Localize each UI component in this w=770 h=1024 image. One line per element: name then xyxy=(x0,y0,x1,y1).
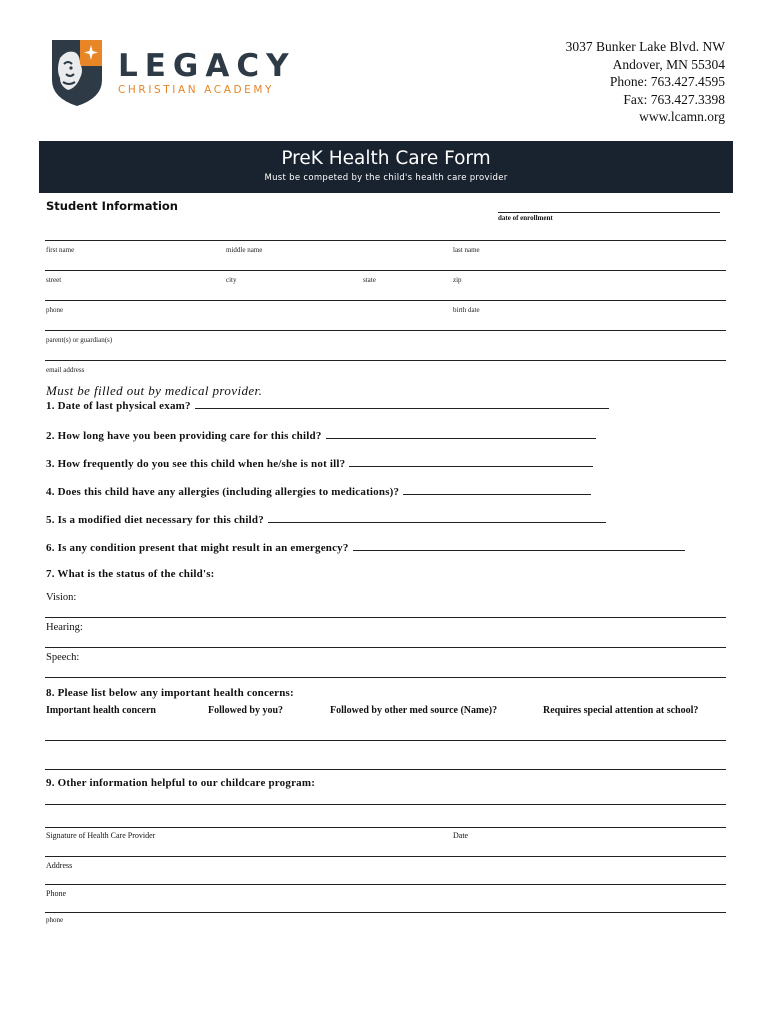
address-fax: Fax: 763.427.3398 xyxy=(623,91,725,107)
address-city: Andover, MN 55304 xyxy=(612,56,725,72)
other-info-line-2[interactable] xyxy=(45,827,726,828)
city-label: city xyxy=(226,276,237,284)
student-info-heading: Student Information xyxy=(46,199,178,213)
speech-line[interactable] xyxy=(45,677,726,678)
answer-6-field[interactable] xyxy=(353,540,685,551)
enrollment-date-label: date of enrollment xyxy=(498,214,553,222)
provider-signature-label: Signature of Health Care Provider xyxy=(46,831,156,840)
phone-label: phone xyxy=(46,306,64,314)
provider-phone-alt-label: phone xyxy=(46,916,64,924)
phone-line[interactable] xyxy=(45,300,726,301)
school-address xyxy=(566,38,725,126)
email-line[interactable] xyxy=(45,360,726,361)
answer-2-field[interactable] xyxy=(326,428,596,439)
question-1: 1. Date of last physical exam? xyxy=(46,398,609,412)
question-5: 5. Is a modified diet necessary for this child? xyxy=(46,512,606,526)
question-6: 6. Is any condition present that might result in an emergency? xyxy=(46,540,685,554)
speech-label: Speech: xyxy=(46,652,80,663)
logo-wordmark: LEGACY xyxy=(118,48,296,84)
logo-subtitle: CHRISTIAN ACADEMY xyxy=(118,84,275,96)
provider-phone-label: Phone xyxy=(46,889,66,898)
email-label: email address xyxy=(46,366,85,374)
answer-3-field[interactable] xyxy=(349,456,593,467)
vision-label: Vision: xyxy=(46,592,77,603)
address-web[interactable]: www.lcamn.org xyxy=(639,109,725,124)
hearing-line[interactable] xyxy=(45,647,726,648)
address-line[interactable] xyxy=(45,270,726,271)
followed-by-you-col-header: Followed by you? xyxy=(208,705,284,716)
address-street: 3037 Bunker Lake Blvd. NW xyxy=(565,39,725,54)
zip-label: zip xyxy=(453,276,462,284)
street-label: street xyxy=(46,276,62,284)
first-name-label: first name xyxy=(46,246,75,254)
question-9: 9. Other information helpful to our childcare program: xyxy=(46,777,316,789)
concern-col-header: Important health concern xyxy=(46,705,156,716)
vision-line[interactable] xyxy=(45,617,726,618)
signature-date-label: Date xyxy=(453,831,469,840)
form-title: PreK Health Care Form xyxy=(281,148,491,169)
form-title-banner xyxy=(39,141,733,193)
medical-provider-note: Must be filled out by medical provider. xyxy=(46,383,263,398)
question-4: 4. Does this child have any allergies (including allergies to medications)? xyxy=(46,484,591,498)
special-attention-col-header: Requires special attention at school? xyxy=(543,705,699,716)
answer-5-field[interactable] xyxy=(268,512,606,523)
name-line[interactable] xyxy=(45,240,726,241)
lion-shield-logo-icon xyxy=(50,36,104,108)
question-8: 8. Please list below any important health concerns: xyxy=(46,687,294,699)
answer-1-field[interactable] xyxy=(195,398,609,409)
question-3: 3. How frequently do you see this child when he/she is not ill? xyxy=(46,456,593,470)
form-subtitle: Must be competed by the child's health care provider xyxy=(264,173,508,183)
address-phone: Phone: 763.427.4595 xyxy=(609,74,725,89)
provider-address-label: Address xyxy=(46,861,73,870)
other-source-col-header: Followed by other med source (Name)? xyxy=(330,705,498,716)
parents-line[interactable] xyxy=(45,330,726,331)
signature-line[interactable] xyxy=(45,856,726,857)
parents-label: parent(s) or guardian(s) xyxy=(46,336,113,344)
provider-phone-line[interactable] xyxy=(45,912,726,913)
last-name-label: last name xyxy=(453,246,480,254)
concern-line-2[interactable] xyxy=(45,769,726,770)
other-info-line-1[interactable] xyxy=(45,804,726,805)
answer-4-field[interactable] xyxy=(403,484,591,495)
state-label: state xyxy=(363,276,376,284)
question-7: 7. What is the status of the child's: xyxy=(46,568,215,580)
provider-address-line[interactable] xyxy=(45,884,726,885)
birth-date-label: birth date xyxy=(453,306,480,314)
hearing-label: Hearing: xyxy=(46,622,83,633)
enrollment-date-field[interactable] xyxy=(498,202,720,213)
question-2: 2. How long have you been providing care for this child? xyxy=(46,428,596,442)
concern-line-1[interactable] xyxy=(45,740,726,741)
middle-name-label: middle name xyxy=(226,246,263,254)
